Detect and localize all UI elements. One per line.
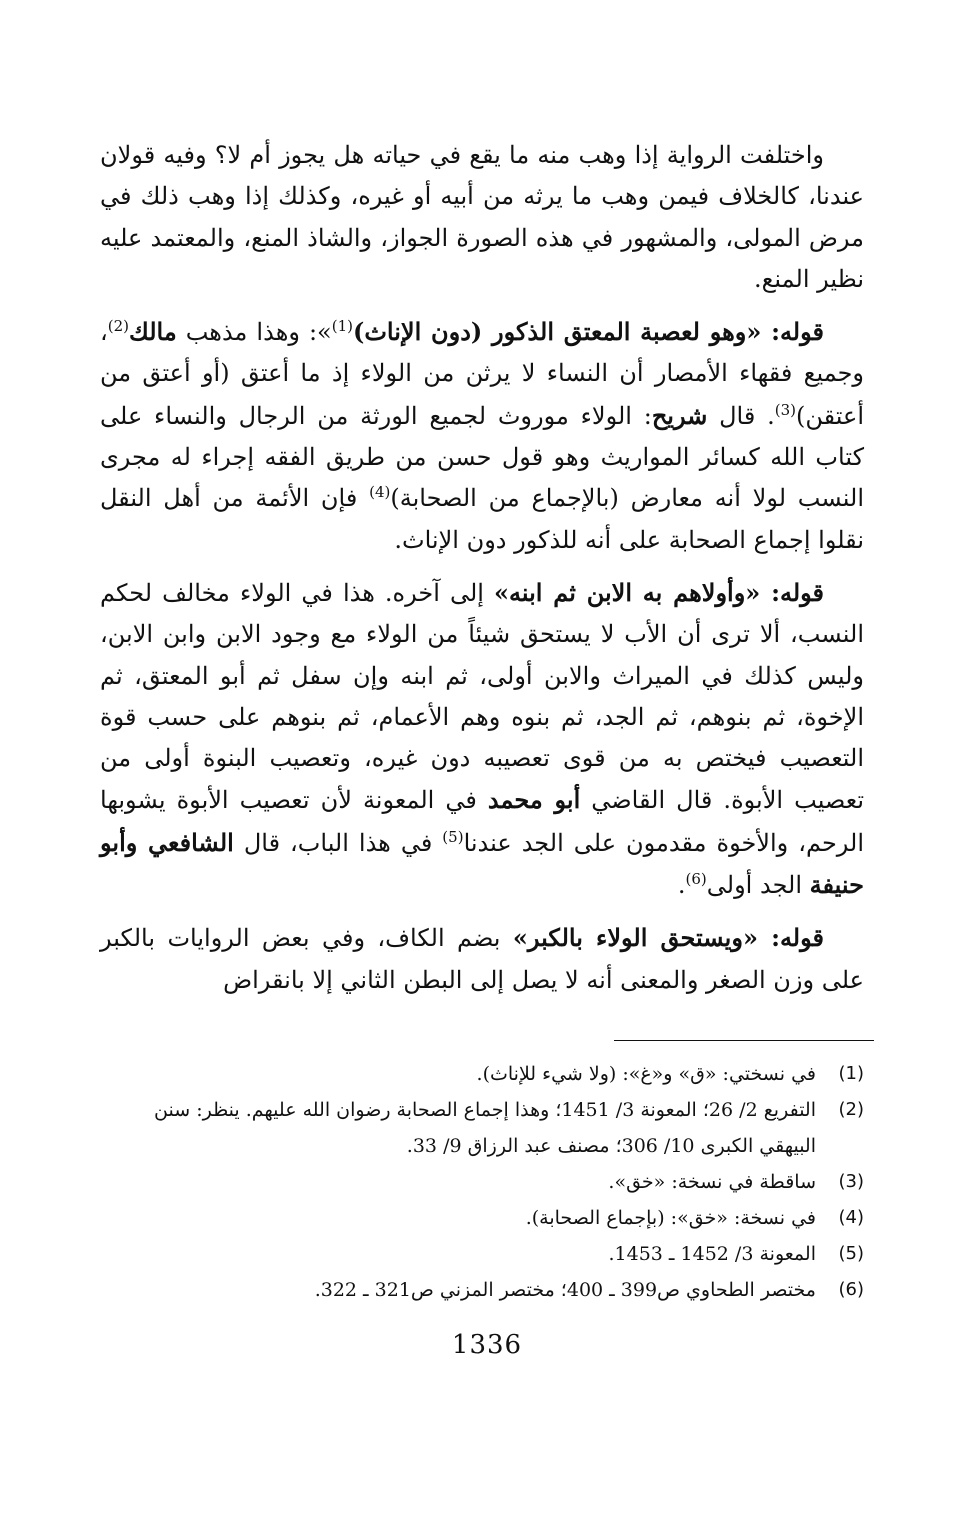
paragraph-3 xyxy=(100,572,864,906)
footnote-ref: (1) xyxy=(331,317,353,336)
body-text: : الولاء موروث لجميع الورثة من الرجال والنساء على كتاب الله كسائر المواريث وهو قول حسن من طريق الفقه إجراء له مجرى النسب لولا أنه معارض (بالإجماع من الصحابة) xyxy=(100,401,864,513)
footnote-5 xyxy=(104,1236,864,1272)
body-text: في المعونة لأن تعصيب الأبوة يشوبها الرحم، والأخوة مقدمون على الجد عندنا xyxy=(100,786,865,857)
paragraph-2 xyxy=(100,311,864,561)
main-text xyxy=(100,135,864,1012)
body-text: ، وجميع فقهاء الأمصار أن النساء لا يرثن من الولاء إذ ما أعتق (أو أعتق من أعتقن) xyxy=(100,318,865,430)
footnote-text: التفريع 2/ 26؛ المعونة 3/ 1451؛ وهذا إجماع الصحابة رضوان الله عليهم. ينظر: سنن البيهقي الكبرى 10/ 306؛ مصنف عبد الرزاق 9/ 33. xyxy=(154,1099,816,1157)
bold-text: الشافعي وأبو حنيفة xyxy=(100,827,864,900)
footnote-ref: (2) xyxy=(107,317,130,336)
footnote-number: (6) xyxy=(838,1279,864,1300)
body-text: الجد أولى xyxy=(706,871,810,900)
footnote-number: (1) xyxy=(838,1063,864,1084)
body-text: فإن الأئمة من أهل النقل نقلوا إجماع الصحابة على أنه للذكور دون الإناث. xyxy=(100,484,864,554)
paragraph-4 xyxy=(100,917,864,1001)
body-text: . قال xyxy=(707,401,775,430)
body-text: . xyxy=(677,871,686,900)
body-text: بضم الكاف، وفي بعض الروايات بالكبر على وزن الصغر والمعنى أنه لا يصل إلى البطن الثاني إلا بانقراض xyxy=(100,924,864,994)
body-text: إلى آخره. هذا في الولاء مخالف لحكم النسب، ألا ترى أن الأب لا يستحق شيئاً من الولاء مع وجود الابن وابن الابن، وليس كذلك في الميراث والابن أولى، ثم ابنه وإن سفل ثم أبو المعتق، ثم الإخوة، ثم بنوهم، ثم الجد، ثم بنوه وهم الأعمام، ثم بنوهم على حسب قوة التعصيب فيختص به من قوى تعصيبه دون غيره، وتعصيب البنوة أولى من تعصيب الأبوة. قال القاضي xyxy=(100,578,865,815)
footnote-text: في نسخة: «خق»: (بإجماع الصحابة). xyxy=(525,1207,816,1229)
footnote-ref: (4) xyxy=(369,483,391,502)
bold-text: قوله: «وهو لعصبة المعتق الذكور (دون الإناث) xyxy=(352,317,824,347)
footnote-divider xyxy=(614,1040,874,1041)
footnote-text: ساقطة في نسخة: «خق». xyxy=(608,1171,816,1193)
body-text: واختلفت الرواية إذا وهب منه ما يقع في حياته هل يجوز أم لا؟ وفيه قولان عندنا، كالخلاف فيمن وهب ما يرثه من أبيه أو غيره، وكذلك إذا وهب ذلك في مرض المولى، والمشهور في هذه الصورة الجواز، والشاذ المنع، والمعتمد عليه نظير المنع. xyxy=(100,141,864,293)
paragraph-1 xyxy=(100,135,864,300)
footnote-6 xyxy=(104,1272,864,1308)
bold-text: مالك xyxy=(129,317,177,347)
bold-text: أبو محمد xyxy=(487,785,581,815)
footnote-number: (2) xyxy=(838,1099,864,1120)
bold-text: قوله: «ويستحق الولاء بالكبر» xyxy=(512,923,824,953)
footnote-ref: (5) xyxy=(442,827,464,846)
footnote-number: (3) xyxy=(838,1171,864,1192)
footnotes xyxy=(104,1056,864,1308)
body-text: »: وهذا مذهب xyxy=(176,318,332,347)
bold-text: شريح xyxy=(651,400,708,430)
footnote-4 xyxy=(104,1200,864,1236)
footnote-2 xyxy=(104,1092,864,1164)
footnote-ref: (3) xyxy=(774,400,796,419)
footnote-number: (5) xyxy=(838,1243,864,1264)
footnote-text: المعونة 3/ 1452 ـ 1453. xyxy=(608,1243,816,1265)
bold-text: قوله: «وأولاهم به الابن ثم ابنه» xyxy=(494,577,824,607)
footnote-3 xyxy=(104,1164,864,1200)
footnote-ref: (6) xyxy=(685,870,707,889)
body-text: في هذا الباب، قال xyxy=(233,828,443,857)
footnote-text: مختصر الطحاوي ص399 ـ 400؛ مختصر المزني ص321 ـ 322. xyxy=(314,1279,816,1301)
footnote-number: (4) xyxy=(838,1207,864,1228)
footnote-1 xyxy=(104,1056,864,1092)
page-number: 1336 xyxy=(451,1330,523,1360)
footnote-text: في نسختي: «ق» و«غ»: (ولا شيء للإناث). xyxy=(476,1063,816,1085)
